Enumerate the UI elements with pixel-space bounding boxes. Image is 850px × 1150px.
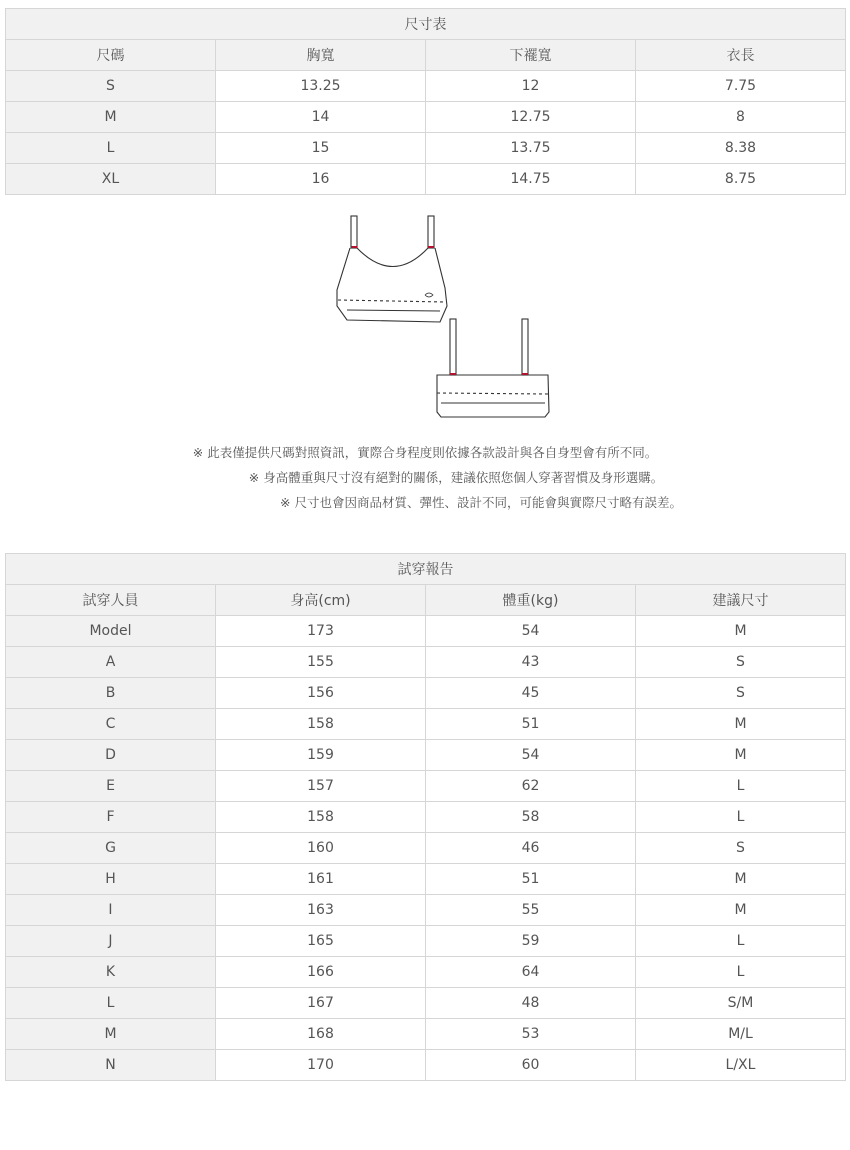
- table-row: [6, 133, 846, 164]
- table-cell: 64: [426, 957, 636, 988]
- table-cell: 163: [216, 895, 426, 926]
- size-chart-header-row: [6, 40, 846, 71]
- table-cell: 55: [426, 895, 636, 926]
- table-cell: 157: [216, 771, 426, 802]
- table-cell: L: [636, 771, 846, 802]
- table-cell: M: [636, 740, 846, 771]
- table-row: [6, 164, 846, 195]
- table-cell: L: [636, 926, 846, 957]
- table-cell: 54: [426, 616, 636, 647]
- table-cell: E: [6, 771, 216, 802]
- table-cell: 158: [216, 709, 426, 740]
- table-cell: L: [6, 988, 216, 1019]
- table-cell: 13.25: [216, 71, 426, 102]
- table-cell: 60: [426, 1050, 636, 1081]
- header-cell: 身高(cm): [216, 585, 426, 616]
- table-cell: L: [6, 133, 216, 164]
- table-cell: J: [6, 926, 216, 957]
- header-cell: 試穿人員: [6, 585, 216, 616]
- table-cell: 156: [216, 678, 426, 709]
- table-cell: 48: [426, 988, 636, 1019]
- table-cell: XL: [6, 164, 216, 195]
- table-cell: L: [636, 802, 846, 833]
- table-cell: D: [6, 740, 216, 771]
- table-row: [6, 740, 846, 771]
- table-cell: 8.38: [636, 133, 846, 164]
- header-cell: 胸寬: [216, 40, 426, 71]
- size-chart-title: 尺寸表: [6, 9, 846, 40]
- table-cell: Model: [6, 616, 216, 647]
- table-row: [6, 957, 846, 988]
- note-line: ※ 尺寸也會因商品材質、彈性、設計不同，可能會與實際尺寸略有誤差。: [280, 495, 682, 510]
- table-cell: 8: [636, 102, 846, 133]
- table-cell: 13.75: [426, 133, 636, 164]
- table-cell: L: [636, 957, 846, 988]
- table-cell: 46: [426, 833, 636, 864]
- table-cell: 161: [216, 864, 426, 895]
- table-cell: 62: [426, 771, 636, 802]
- header-cell: 尺碼: [6, 40, 216, 71]
- table-cell: S: [636, 833, 846, 864]
- table-row: [6, 71, 846, 102]
- table-cell: L/XL: [636, 1050, 846, 1081]
- table-row: [6, 678, 846, 709]
- table-cell: G: [6, 833, 216, 864]
- table-cell: M: [6, 102, 216, 133]
- table-cell: M: [636, 709, 846, 740]
- table-cell: 54: [426, 740, 636, 771]
- table-cell: 45: [426, 678, 636, 709]
- table-cell: S: [636, 678, 846, 709]
- table-row: [6, 988, 846, 1019]
- fit-report-header-row: [6, 585, 846, 616]
- table-row: [6, 895, 846, 926]
- table-row: [6, 709, 846, 740]
- table-row: [6, 833, 846, 864]
- fit-report-table: [5, 553, 846, 1081]
- header-cell: 建議尺寸: [636, 585, 846, 616]
- table-row: [6, 1050, 846, 1081]
- table-cell: A: [6, 647, 216, 678]
- table-cell: 158: [216, 802, 426, 833]
- table-cell: M: [6, 1019, 216, 1050]
- table-cell: 12.75: [426, 102, 636, 133]
- table-row: [6, 647, 846, 678]
- table-row: [6, 926, 846, 957]
- note-line: ※ 此表僅提供尺碼對照資訊，實際合身程度則依據各款設計與各自身型會有所不同。: [192, 445, 658, 460]
- table-cell: B: [6, 678, 216, 709]
- table-cell: F: [6, 802, 216, 833]
- table-cell: 159: [216, 740, 426, 771]
- table-row: [6, 616, 846, 647]
- table-cell: 7.75: [636, 71, 846, 102]
- table-cell: H: [6, 864, 216, 895]
- table-cell: 173: [216, 616, 426, 647]
- table-cell: I: [6, 895, 216, 926]
- bra-top-sketch-icon: [0, 210, 850, 425]
- header-cell: 衣長: [636, 40, 846, 71]
- table-cell: 14: [216, 102, 426, 133]
- table-cell: 170: [216, 1050, 426, 1081]
- table-cell: N: [6, 1050, 216, 1081]
- fit-report-title: 試穿報告: [6, 554, 846, 585]
- table-cell: 51: [426, 709, 636, 740]
- table-cell: 155: [216, 647, 426, 678]
- table-cell: K: [6, 957, 216, 988]
- table-cell: 166: [216, 957, 426, 988]
- note-line: ※ 身高體重與尺寸沒有絕對的關係，建議依照您個人穿著習慣及身形選購。: [248, 470, 664, 485]
- table-cell: M: [636, 864, 846, 895]
- table-cell: 15: [216, 133, 426, 164]
- table-cell: M: [636, 616, 846, 647]
- table-cell: M: [636, 895, 846, 926]
- table-cell: 51: [426, 864, 636, 895]
- header-cell: 體重(kg): [426, 585, 636, 616]
- table-row: [6, 771, 846, 802]
- table-cell: 168: [216, 1019, 426, 1050]
- header-cell: 下襬寬: [426, 40, 636, 71]
- table-cell: 8.75: [636, 164, 846, 195]
- table-cell: 165: [216, 926, 426, 957]
- table-cell: S: [636, 647, 846, 678]
- table-row: [6, 864, 846, 895]
- table-cell: 43: [426, 647, 636, 678]
- table-cell: 16: [216, 164, 426, 195]
- table-cell: S: [6, 71, 216, 102]
- table-row: [6, 102, 846, 133]
- table-cell: M/L: [636, 1019, 846, 1050]
- table-cell: 160: [216, 833, 426, 864]
- table-cell: 58: [426, 802, 636, 833]
- table-row: [6, 1019, 846, 1050]
- table-cell: 14.75: [426, 164, 636, 195]
- table-cell: S/M: [636, 988, 846, 1019]
- table-row: [6, 802, 846, 833]
- table-cell: C: [6, 709, 216, 740]
- size-chart-table: [5, 8, 846, 195]
- table-cell: 167: [216, 988, 426, 1019]
- table-cell: 53: [426, 1019, 636, 1050]
- table-cell: 12: [426, 71, 636, 102]
- table-cell: 59: [426, 926, 636, 957]
- size-notes: [0, 440, 850, 515]
